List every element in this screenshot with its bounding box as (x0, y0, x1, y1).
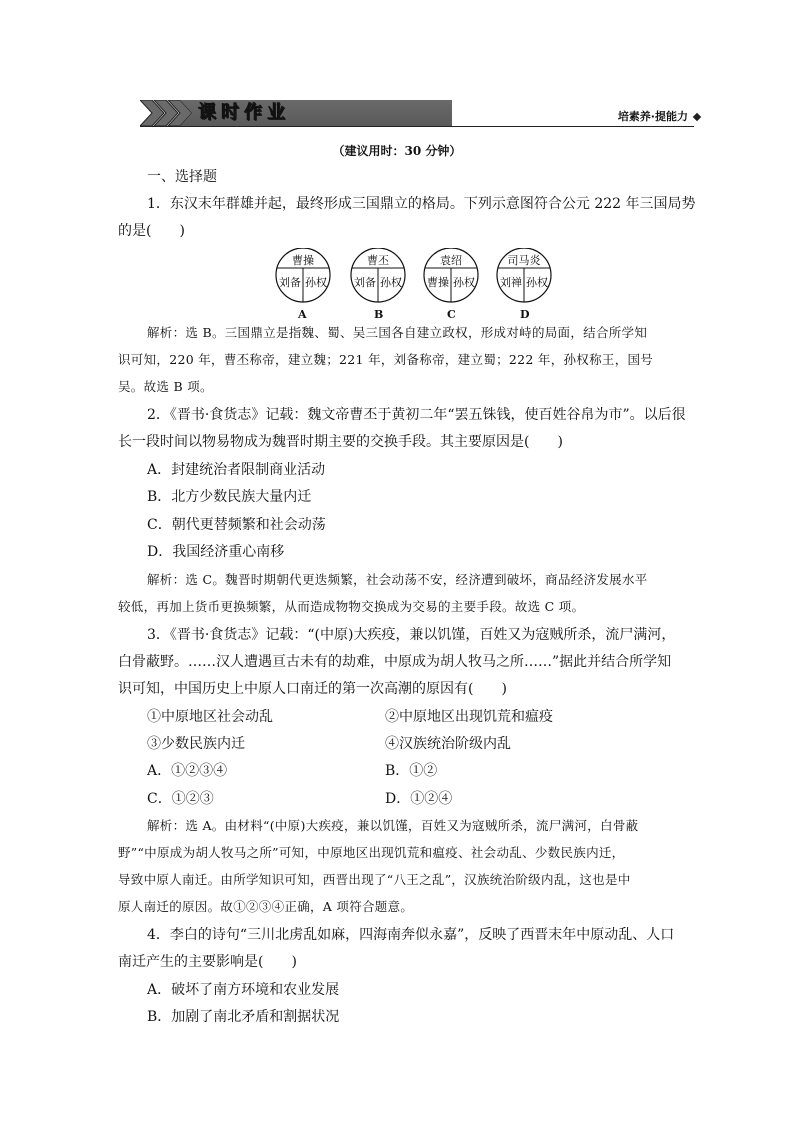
circle-a-right: 孙权 (305, 276, 327, 289)
circle-a-top: 曹操 (292, 254, 314, 267)
circle-d-top: 司马炎 (507, 254, 541, 267)
q3-analysis-line-3: 导致中原人南迁。由所学知识可知，西晋出现了“八王之乱”，汉族统治阶级内乱，这也是中 (118, 872, 631, 887)
q2-stem-line-1: 2．《晋书·食货志》记载：魏文帝曹丕于黄初二年“罢五铢钱，使百姓谷帛为市”。以后很 (147, 407, 686, 423)
circle-d-right: 孙权 (526, 276, 548, 289)
q3-item-1: ①中原地区社会动乱 (147, 709, 273, 725)
page-title: 课时作业 (198, 102, 290, 123)
q3-option-d: D．①②④ (385, 791, 453, 807)
section-title: 一、选择题 (147, 169, 217, 185)
q2-analysis-line-1: 解析：选 C。魏晋时期朝代更迭频繁，社会动荡不安，经济遭到破坏，商品经济发展水平 (147, 572, 648, 587)
circle-b-top: 曹丕 (367, 254, 389, 267)
q3-analysis-line-1: 解析：选 A。由材料“(中原)大疾疫，兼以饥馑，百姓又为寇贼所杀，流尸满河，白骨蔽 (147, 818, 639, 833)
q3-item-3: ③少数民族内迁 (147, 736, 245, 752)
q4-option-a: A．破坏了南方环境和农业发展 (147, 982, 340, 998)
q2-option-b: B．北方少数民族大量内迁 (147, 489, 312, 505)
q2-option-a: A．封建统治者限制商业活动 (147, 462, 326, 478)
q2-stem-line-2: 长一段时间以物易物成为魏晋时期主要的交换手段。其主要原因是( ) (118, 434, 563, 450)
q1-analysis-line-2: 识可知，220 年，曹丕称帝，建立魏；221 年，刘备称帝，建立蜀；222 年，孙权称王，国号 (118, 352, 654, 367)
circle-d-label: D (520, 308, 530, 321)
q3-stem-line-1: 3．《晋书·食货志》记载：“(中原)大疾疫，兼以饥馑，百姓又为寇贼所杀，流尸满河， (147, 627, 676, 643)
circle-b-right: 孙权 (380, 276, 402, 289)
circle-d-left: 刘禅 (500, 276, 522, 289)
q4-option-b: B．加剧了南北矛盾和割据状况 (147, 1009, 340, 1025)
q1-analysis-line-3: 吴。故选 B 项。 (118, 379, 213, 394)
circle-c-label: C (447, 308, 456, 321)
diamond-icon (693, 113, 701, 121)
circle-a-left: 刘备 (279, 276, 301, 289)
q4-stem-line-1: 4．李白的诗句“三川北虏乱如麻，四海南奔似永嘉”，反映了西晋末年中原动乱、人口 (147, 927, 675, 943)
q3-option-c: C．①②③ (147, 791, 214, 807)
header-tag: 培素养·提能力 (617, 110, 688, 123)
time-note: （建议用时：30 分钟） (332, 144, 462, 158)
circle-c-left: 曹操 (427, 276, 449, 289)
q3-analysis-line-4: 原人南迁的原因。故①②③④正确，A 项符合题意。 (118, 899, 414, 914)
header-rule (140, 126, 694, 127)
q3-item-2: ②中原地区出现饥荒和瘟疫 (385, 709, 553, 725)
circle-b-label: B (374, 308, 384, 321)
circle-c-right: 孙权 (453, 276, 475, 289)
q1-stem-line-1: 1．东汉末年群雄并起，最终形成三国鼎立的格局。下列示意图符合公元 222 年三国局势 (147, 196, 696, 212)
q3-analysis-line-2: 野”“中原成为胡人牧马之所”可知，中原地区出现饥荒和瘟疫、社会动乱、少数民族内迁， (118, 845, 625, 860)
q1-analysis-line-1: 解析：选 B。三国鼎立是指魏、蜀、吴三国各自建立政权，形成对峙的局面，结合所学知 (147, 325, 648, 340)
q1-circles (262, 248, 572, 308)
q3-item-4: ④汉族统治阶级内乱 (385, 736, 511, 752)
q2-option-d: D．我国经济重心南移 (147, 544, 285, 560)
q1-stem-line-2: 的是( ) (118, 223, 185, 239)
q4-stem-line-2: 南迁产生的主要影响是( ) (118, 954, 297, 970)
header-banner (140, 98, 706, 128)
q3-option-a: A．①②③④ (147, 763, 228, 779)
circle-c-top: 袁绍 (440, 254, 462, 267)
q3-stem-line-2: 白骨蔽野。……汉人遭遇亘古未有的劫难，中原成为胡人牧马之所……”据此并结合所学知 (118, 654, 672, 670)
q2-analysis-line-2: 较低，再加上货币更换频繁，从而造成物物交换成为交易的主要手段。故选 C 项。 (118, 599, 585, 614)
circle-b-left: 刘备 (354, 276, 376, 289)
q3-option-b: B．①② (385, 763, 438, 779)
q3-stem-line-3: 识可知，中国历史上中原人口南迁的第一次高潮的原因有( ) (118, 681, 507, 697)
circle-a-label: A (298, 308, 307, 321)
q2-option-c: C．朝代更替频繁和社会动荡 (147, 517, 326, 533)
